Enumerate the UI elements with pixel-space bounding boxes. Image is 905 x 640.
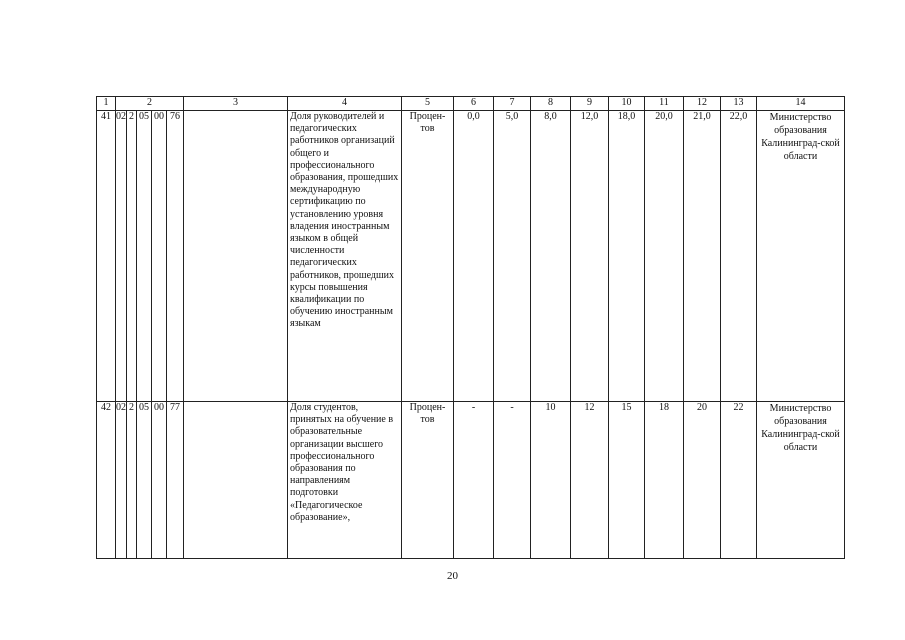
row-number: 41	[97, 111, 116, 402]
value-cell: 10	[531, 402, 571, 559]
indicator-description: Доля руководителей и педагогических работников организаций общего и профессионального образования, прошедших международную сертификацию по установлению уровня владения иностранным языком в общей численности педагогических работников, прошедших курсы повышения квалификации по обучению иностранным языкам	[288, 111, 402, 402]
unit-cell: Процен-тов	[402, 111, 454, 402]
table-row	[97, 111, 845, 402]
value-cell: 20	[684, 402, 721, 559]
code-part: 02	[116, 111, 127, 402]
code-part: 00	[152, 111, 167, 402]
responsible-cell: Министерство образования Калининград-ской области	[757, 111, 845, 402]
header-cell-8: 8	[531, 97, 571, 111]
value-cell: 20,0	[645, 111, 684, 402]
header-cell-13: 13	[721, 97, 757, 111]
indicator-description: Доля студентов, принятых на обучение в образовательные организации высшего профессионального образования по направлениям подготовки «Педагогическое образование»,	[288, 402, 402, 559]
header-cell-2: 2	[116, 97, 184, 111]
code-part: 05	[137, 111, 152, 402]
header-cell-9: 9	[571, 97, 609, 111]
code-part: 76	[167, 111, 184, 402]
header-cell-14: 14	[757, 97, 845, 111]
header-cell-6: 6	[454, 97, 494, 111]
code-part: 02	[116, 402, 127, 559]
indicators-table	[96, 96, 845, 559]
value-cell: -	[454, 402, 494, 559]
header-cell-10: 10	[609, 97, 645, 111]
code-part: 2	[127, 402, 137, 559]
responsible-cell: Министерство образования Калининград-ской области	[757, 402, 845, 559]
value-cell: 12	[571, 402, 609, 559]
code-part: 2	[127, 111, 137, 402]
value-cell: -	[494, 402, 531, 559]
value-cell: 22	[721, 402, 757, 559]
header-row	[97, 97, 845, 111]
value-cell: 18,0	[609, 111, 645, 402]
page-number: 20	[447, 570, 458, 582]
row-number: 42	[97, 402, 116, 559]
column-3-cell	[184, 111, 288, 402]
table-row	[97, 402, 845, 559]
value-cell: 15	[609, 402, 645, 559]
code-part: 05	[137, 402, 152, 559]
column-3-cell	[184, 402, 288, 559]
value-cell: 18	[645, 402, 684, 559]
header-cell-4: 4	[288, 97, 402, 111]
header-cell-7: 7	[494, 97, 531, 111]
value-cell: 5,0	[494, 111, 531, 402]
header-cell-11: 11	[645, 97, 684, 111]
value-cell: 8,0	[531, 111, 571, 402]
value-cell: 21,0	[684, 111, 721, 402]
code-part: 00	[152, 402, 167, 559]
code-part: 77	[167, 402, 184, 559]
header-cell-1: 1	[97, 97, 116, 111]
value-cell: 12,0	[571, 111, 609, 402]
value-cell: 0,0	[454, 111, 494, 402]
header-cell-12: 12	[684, 97, 721, 111]
unit-cell: Процен-тов	[402, 402, 454, 559]
value-cell: 22,0	[721, 111, 757, 402]
header-cell-3: 3	[184, 97, 288, 111]
header-cell-5: 5	[402, 97, 454, 111]
